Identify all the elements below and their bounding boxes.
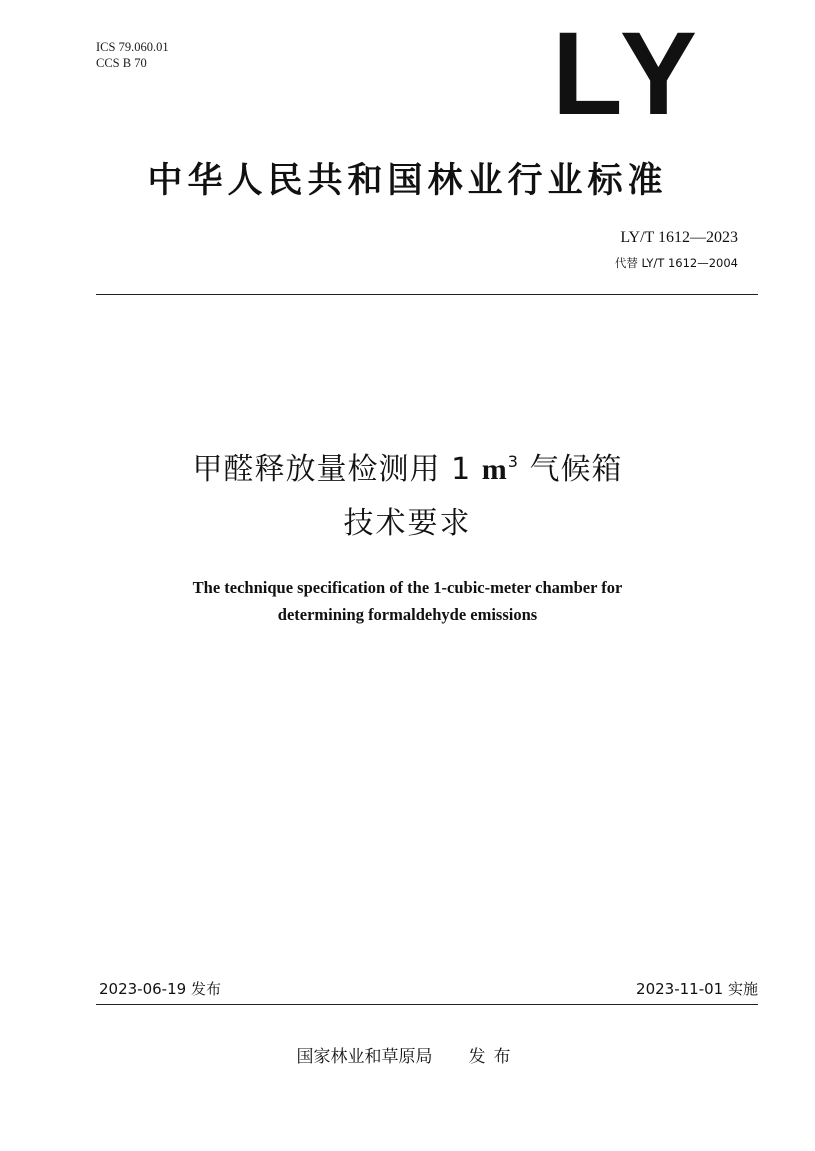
issuer-line (0, 1044, 815, 1070)
standard-category-title: 中华人民共和国林业行业标准 (147, 161, 668, 201)
english-title-line-1: The technique specification of the 1-cubic-meter chamber for (192, 578, 623, 597)
standard-number: LY/T 1612—2023 (620, 229, 738, 246)
footer-divider (96, 1004, 758, 1005)
english-title-line-2: determining formaldehyde emissions (277, 605, 538, 624)
ics-code: ICS 79.060.01 (96, 40, 169, 54)
replaces-standard: 代替 LY/T 1612—2004 (614, 256, 738, 270)
issue-date: 2023-06-19 发布 (99, 980, 221, 998)
ly-logo: LY (552, 8, 705, 140)
classification-codes (96, 39, 169, 71)
ccs-code: CCS B 70 (96, 56, 147, 70)
effective-date: 2023-11-01 实施 (636, 980, 758, 998)
publish-label: 发布 (468, 1047, 519, 1067)
chinese-title-prefix: 甲醛释放量检测用 1 (192, 452, 482, 487)
chinese-title-line-1 (0, 450, 815, 490)
header-divider (96, 294, 758, 295)
chinese-title-unit: m (481, 453, 508, 486)
chinese-title-superscript: 3 (507, 452, 519, 471)
chinese-title-suffix: 气候箱 (518, 452, 623, 487)
chinese-title-line-2: 技术要求 (343, 506, 472, 541)
issuer-name: 国家林业和草原局 (296, 1047, 433, 1067)
